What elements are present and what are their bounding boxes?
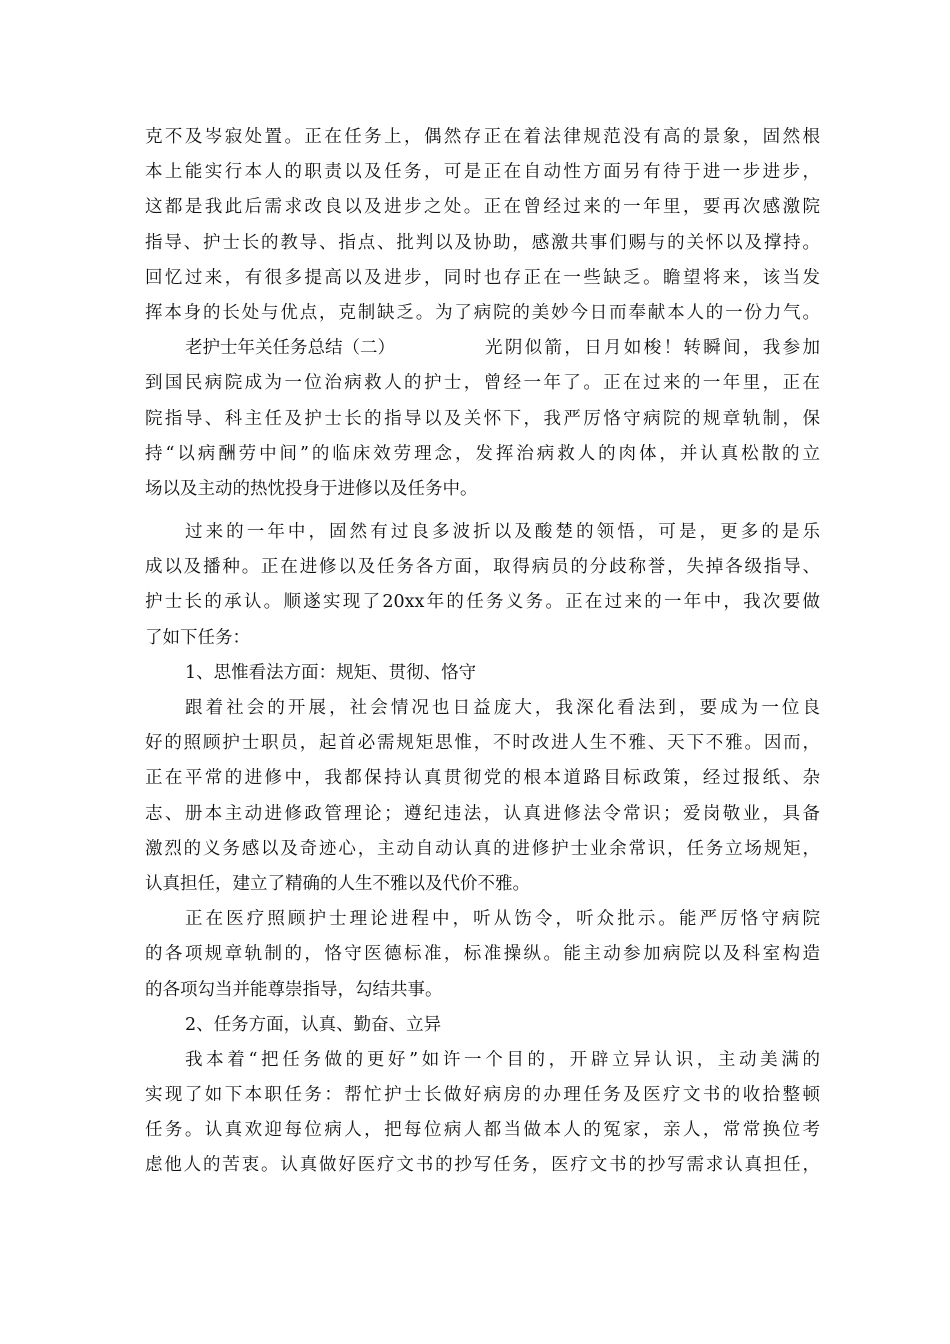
text-line: 的各项勾当并能尊崇指导，勾结共事。 (145, 979, 443, 1000)
text-line: 跟着社会的开展，社会情况也日益庞大，我深化看法到，要成为一位良 (185, 698, 820, 718)
text-line: 本上能实行本人的职责以及任务，可是正在自动性方面另有待于进一步进步， (145, 162, 820, 183)
text-line: 克不及岑寂处置。正在任务上，偶然存正在着法律规范没有高的景象，固然根 (145, 127, 820, 147)
text-line: 到国民病院成为一位治病救人的护士，曾经一年了。正在过来的一年里，正在 (145, 373, 820, 394)
text-line: 场以及主动的热忱投身于进修以及任务中。 (145, 478, 478, 499)
document-body (145, 120, 820, 1184)
text-line: 虑他人的苦衷。认真做好医疗文书的抄写任务，医疗文书的抄写需求认真担任， (145, 1155, 820, 1176)
text-line: 成以及播种。正在进修以及任务各方面，取得病员的分歧称誉，失掉各级指导、 (145, 557, 820, 578)
text-line: 护士长的承认。顺遂实现了20xx年的任务义务。正在过来的一年中，我次要做 (145, 592, 820, 613)
text-line: 正在平常的进修中，我都保持认真贯彻党的根本道路目标政策，经过报纸、杂 (145, 768, 820, 789)
text-line: 志、册本主动进修政管理论；遵纪违法，认真进修法令常识；爱岗敬业，具备 (145, 803, 820, 824)
text-line: 正在医疗照顾护士理论进程中，听从饬令，听众批示。能严厉恪守病院 (185, 909, 820, 930)
text-line: 了如下任务： (145, 627, 250, 648)
text-line: 的各项规章轨制的，恪守医德标准，标准操纵。能主动参加病院以及科室构造 (145, 944, 820, 965)
text-line: 认真担任，建立了精确的人生不雅以及代价不雅。 (145, 873, 530, 894)
text-line: 这都是我此后需求改良以及进步之处。正在曾经过来的一年里，要再次感激院 (145, 197, 820, 218)
text-line: 指导、护士长的教导、指点、批判以及协助，感激共事们赐与的关怀以及撑持。 (145, 232, 820, 253)
heading-2: 2、任务方面，认真、勤奋、立异 (185, 1014, 442, 1035)
text-line: 回忆过来，有很多提高以及进步，同时也存正在一些缺乏。瞻望将来，该当发 (145, 267, 820, 288)
text-line: 挥本身的长处与优点，克制缺乏。为了病院的美妙今日而奉献本人的一份力气。 (145, 302, 820, 323)
paragraph-2 (145, 366, 820, 507)
paragraph-1 (145, 120, 820, 331)
text-line: 实现了如下本职任务：帮忙护士长做好病房的办理任务及医疗文书的收拾整顿 (145, 1085, 820, 1106)
text-line: 光阴似箭，日月如梭！转瞬间，我参加 (485, 338, 820, 359)
text-line: 好的照顾护士职员，起首必需规矩思惟，不时改进人生不雅、天下不雅。因而， (145, 733, 820, 754)
text-line: 我本着“把任务做的更好”如许一个目的，开辟立异认识，主动美满的 (185, 1049, 820, 1070)
section-title-row (145, 331, 820, 366)
text-line: 激烈的义务感以及奇迹心，主动自动认真的进修护士业余常识，任务立场规矩， (145, 838, 820, 859)
text-line: 过来的一年中，固然有过良多波折以及酸楚的领悟，可是，更多的是乐 (185, 522, 820, 543)
text-line: 院指导、科主任及护士长的指导以及关怀下，我严厉恪守病院的规章轨制，保 (145, 408, 820, 429)
text-line: 持“以病酬劳中间”的临床效劳理念，发挥治病救人的肉体，并认真松散的立 (145, 443, 820, 464)
paragraph-6 (145, 1043, 820, 1184)
heading-1: 1、思惟看法方面：规矩、贯彻、恪守 (185, 662, 477, 683)
section-title: 老护士年关任务总结（二） (185, 338, 395, 359)
text-line: 任务。认真欢迎每位病人，把每位病人都当做本人的冤家，亲人，常常换位考 (145, 1120, 820, 1141)
paragraph-3 (145, 515, 820, 656)
paragraph-5 (145, 902, 820, 1008)
paragraph-4 (145, 691, 820, 902)
